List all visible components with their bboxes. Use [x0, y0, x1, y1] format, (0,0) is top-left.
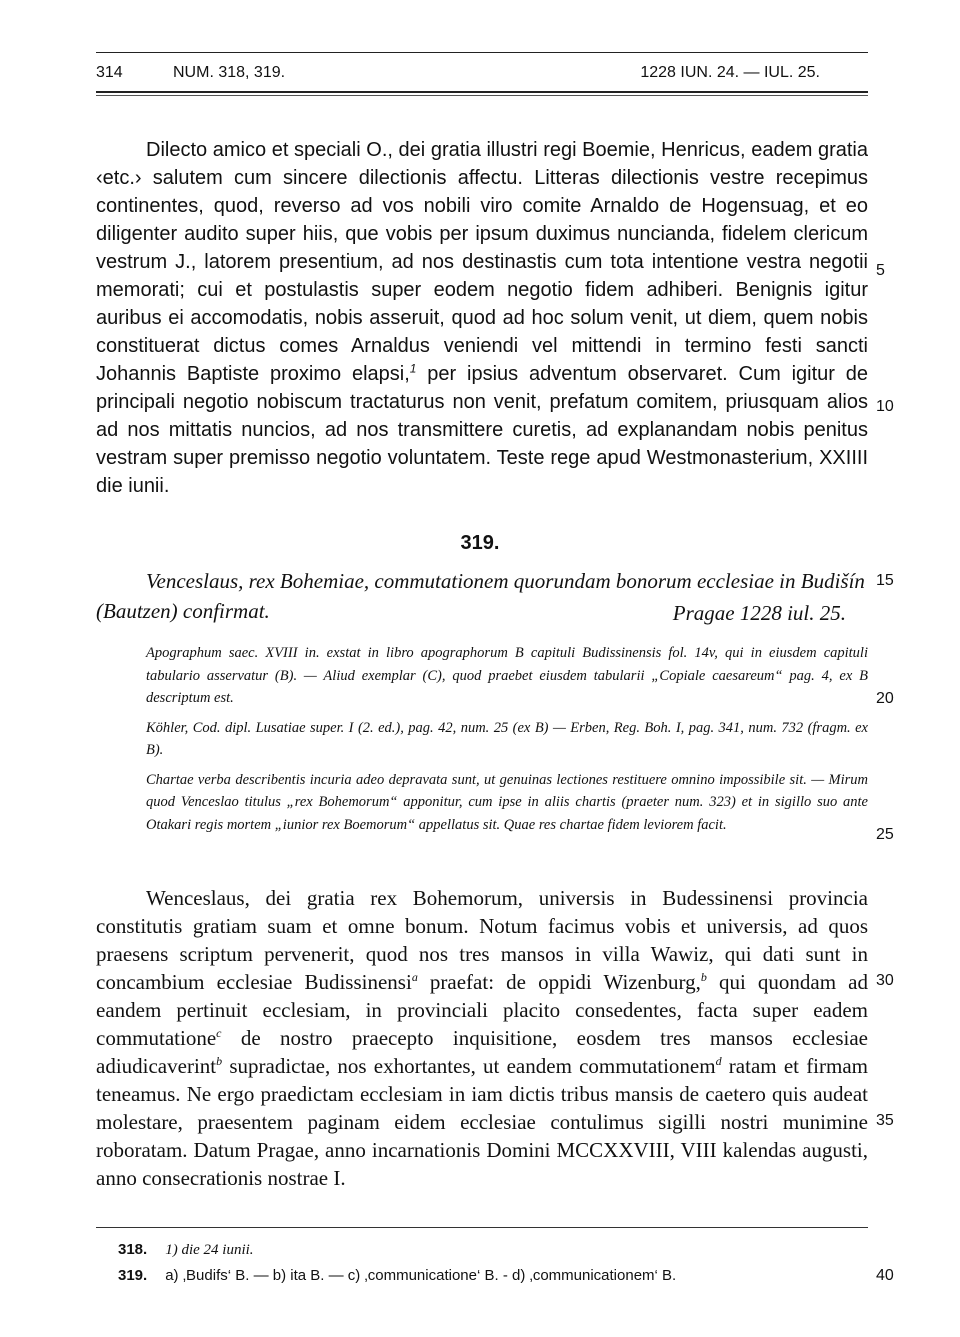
- letter-text-part-2: per ipsius adventum observaret. Cum igitur de principali negotio nobiscum tractaturus non venit, prefatum comitem, priusquam alios ad nos mittatis nuncios, ad nos transmittere curetis, ad explanandam nobis penitus vestram super premisso negotio voluntatem. Teste rege apud Westmonasterium, XXIIII die iunii.: [96, 363, 868, 497]
- footnote-text: a) ‚Budifs‘ B. — b) ita B. — c) ‚communicatione‘ B. - d) ‚communicationem‘ B.: [165, 1267, 677, 1284]
- variant-ref-b: b: [700, 970, 707, 984]
- letter-paragraph: [96, 136, 868, 500]
- variant-ref-a: a: [411, 970, 418, 984]
- note-manuscripts: Apographum saec. XVIII in. exstat in libro apographorum B capituli Budissinensis fol. 14v, qui in eiusdem capituli tabulario asservatur (B). — Aliud exemplar (C), quod praebet eiusdem tabularii „Copiale caesareum“ pag. 4, ex B descriptum est.: [146, 645, 868, 706]
- variant-ref-b-2: b: [216, 1054, 223, 1068]
- charter-text-d: de nostro praecepto inquisitione, eosdem tres mansos ecclesiae adiudicaverint: [96, 1026, 868, 1078]
- line-number: 5: [876, 262, 885, 279]
- document-318-text: [96, 136, 868, 500]
- regest-date: Pragae 1228 iul. 25.: [672, 601, 846, 625]
- note-commentary: Chartae verba describentis incuria adeo depravata sunt, ut genuinas lectiones restituere omnino impossibile sit. — Mirum quod Venceslao titulus „rex Bohemorum“ apponitur, cum ipse in aliis chartis (praeter num. 323) et in sigillo suo ante Otakari regis mortem „iunior rex Boemorum“ appellatus sit. Quae res chartae fidem leviorem facit.: [146, 771, 868, 833]
- line-number: 15: [876, 572, 894, 589]
- running-header: [96, 52, 868, 93]
- footnote-text: 1) die 24 iunii.: [165, 1242, 254, 1258]
- line-number: 30: [876, 972, 894, 989]
- document-number-319: 319.: [460, 532, 500, 554]
- charter-text-f: ratam et firmam teneamus. Ne ergo praedictam ecclesiam in iam dictis tribus mansis de caetero quis audeat molestare, praesentem paginam eidem ecclesiae contulimus sigilli nostri munimine roboratam. Datum Pragae, anno incarnationis Domini MCCXXVIII, VIII kalendas augusti, anno consecrationis nostrae I.: [96, 1054, 868, 1190]
- charter-text-e: supradictae, nos exhortantes, ut eandem commutationem: [222, 1054, 716, 1078]
- regest-text: Venceslaus, rex Bohemiae, commutationem quorundam bonorum ecclesiae in Budišín (Bautzen) confirmat.: [96, 569, 865, 623]
- charter-paragraph: [96, 884, 868, 1192]
- charter-text-a: Wenceslaus, dei gratia rex Bohemorum, universis in Budessinensi provincia constitutis gratiam suam et omne bonum. Notum facimus vobis et universis, ad quos praesens scriptum pervenerit, quod nos tres mansos in villa Wawiz, qui dati sunt in concambium ecclesiae Budissinensi: [96, 886, 868, 994]
- footnote-318: [118, 1241, 254, 1259]
- note-editions: Köhler, Cod. dipl. Lusatiae super. I (2. ed.), pag. 42, num. 25 (ex B) — Erben, Reg. Boh. I, pag. 341, num. 732 (fragm. ex B).: [146, 719, 868, 758]
- line-number: 20: [876, 690, 894, 707]
- footnote-divider: [96, 1227, 868, 1228]
- date-range: 1228 IUN. 24. — IUL. 25.: [640, 64, 820, 81]
- footnote-label: 319.: [118, 1267, 148, 1284]
- footnote-ref-1: 1: [409, 361, 417, 376]
- variant-ref-d: d: [715, 1054, 722, 1068]
- regest: [96, 566, 868, 626]
- source-notes: [146, 642, 868, 843]
- footnote-label: 318.: [118, 1241, 148, 1258]
- letter-text-part-1: Dilecto amico et speciali O., dei gratia illustri regi Boemie, Henricus, eadem gratia ‹etc.› salutem cum sincere dilectionis affectu. Litteras dilectionis vestre recepimus continentes, quod, reverso ad vos nobili viro comite Arnaldo de Hogensuag, et eo diligenter audito super hiis, que vobis per ipsum duximus nuncianda, fidelem clericum vestrum J., latorem presentium, ad nos destinastis cum tota intentione vestra negotii memorati; cui et postulastis super eodem negotio fidem adhiberi. Benignis igitur auribus ei accomodatis, nobis asseruit, quod ad hoc solum venit, ut diem, quem nobis constituerat dictus comes Arnaldus veniendi vel mittendi in termino festi sancti Johannis Baptiste proximo elapsi,: [96, 139, 868, 385]
- variant-ref-c: c: [216, 1026, 222, 1040]
- document-numbers: NUM. 318, 319.: [173, 64, 286, 81]
- line-number: 35: [876, 1112, 894, 1129]
- line-number: 10: [876, 398, 894, 415]
- line-number: 25: [876, 826, 894, 843]
- document-319-text: [96, 884, 868, 1192]
- footnote-319: [118, 1267, 676, 1284]
- charter-text-b: praefat: de oppidi Wizenburg,: [417, 970, 701, 994]
- page-number: 314: [96, 64, 123, 81]
- charter-text-c: qui quondam ad eandem pertinuit ecclesiam, in provinciali placito consedentes, facta super eadem commutatione: [96, 970, 868, 1050]
- line-number: 40: [876, 1267, 894, 1284]
